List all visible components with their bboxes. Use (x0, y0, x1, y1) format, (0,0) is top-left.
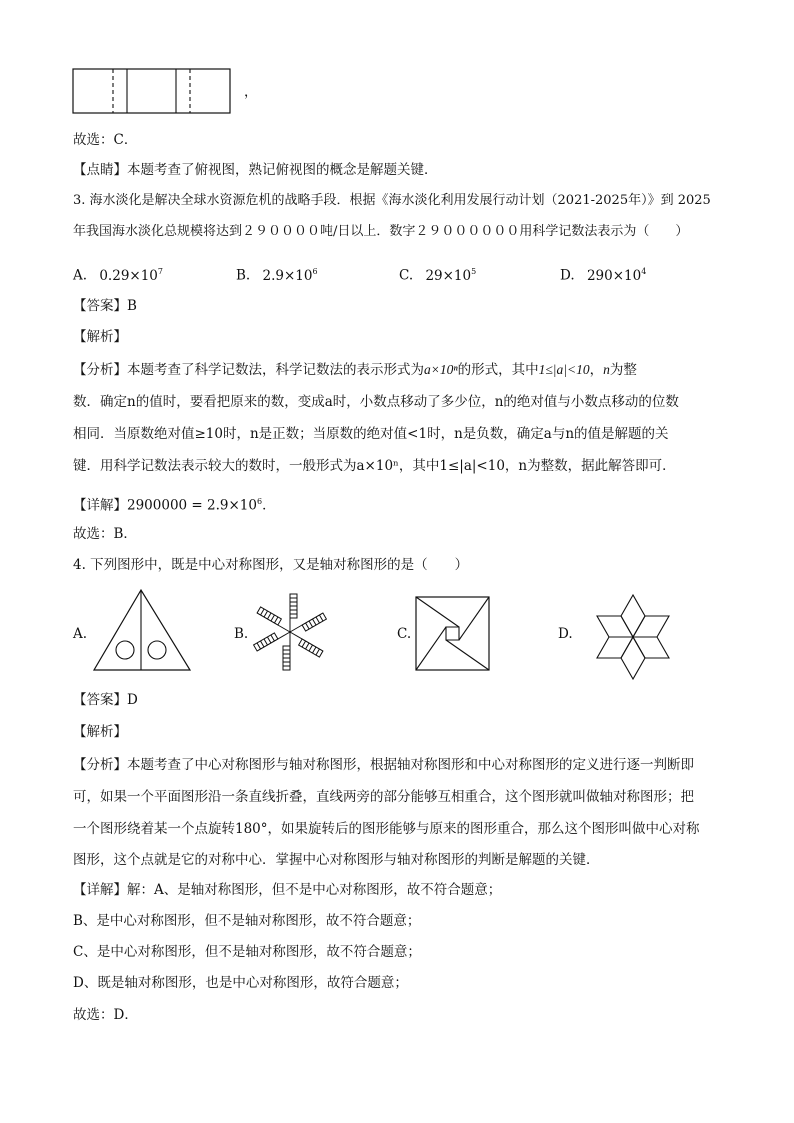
figure-d-six-rhombus-star (578, 592, 688, 682)
analysis-range: 1≤|a|<10 (538, 362, 590, 377)
fig-c-label: C. (397, 626, 412, 642)
detail-exponent: 6 (256, 497, 263, 506)
analysis-text: 【分析】本题考查了科学记数法，科学记数法的表示形式为 (73, 362, 424, 378)
analysis-formula: a×10ⁿ (424, 362, 458, 377)
detail-end: ． (262, 497, 276, 514)
q2-comment: 【点睛】本题考查了俯视图，熟记俯视图的概念是解题关键． (73, 162, 438, 178)
q4-stem: 4. 下列图形中，既是中心对称图形，又是轴对称图形的是（ ） (73, 557, 469, 573)
q2-answer-line: 故选：C． (73, 132, 138, 148)
option-a-base: 0.29×10 (99, 267, 158, 284)
option-d-label: D. (560, 267, 575, 284)
q3-answer: 【答案】B (73, 298, 137, 314)
fig-a-label: A. (73, 626, 88, 642)
q3-analysis-line4: 键．用科学记数法表示较大的数时，一般形式为a×10ⁿ，其中1≤|a|<10，n为整数，据此解答即可． (73, 458, 676, 474)
fig-d-label: D. (558, 626, 573, 642)
q4-final: 故选：D． (73, 1007, 138, 1023)
detail-expression: 2900000 = 2.9×10 (127, 497, 257, 514)
q3-analysis-line2: 数．确定n的值时，要看把原来的数，变成a时，小数点移动了多少位，n的绝对值与小数点移动的位数 (73, 394, 679, 410)
option-d-base: 290×10 (586, 267, 642, 284)
figure-comma: ， (244, 84, 258, 100)
q4-detail-3: C、是中心对称图形，但不是轴对称图形，故不符合题意； (73, 944, 421, 960)
q3-stem-line2: 年我国海水淡化总规模将达到２９００００吨/日以上．数字２９００００００用科学记数法表示为（ ） (73, 224, 689, 239)
q3-final: 故选：B． (73, 526, 137, 542)
option-c-base: 29×10 (425, 267, 472, 284)
q4-answer: 【答案】D (73, 692, 138, 708)
figure-a-triangle-circles (92, 588, 194, 672)
q4-analysis-line2: 可，如果一个平面图形沿一条直线折叠，直线两旁的部分能够互相重合，这个图形就叫做轴对称图形；把 (73, 789, 694, 805)
option-d-exp: 4 (641, 267, 647, 276)
q3-detail (73, 492, 276, 516)
q3-analysis-line3: 相同．当原数绝对值≥10时，n是正数；当原数的绝对值<1时，n是负数，确定a与n的值是解题的关 (73, 426, 669, 442)
top-view-figure (72, 68, 232, 114)
q3-analysis-line1 (73, 360, 637, 380)
option-b-exp: 6 (312, 267, 318, 276)
option-a-exp: 7 (157, 267, 163, 276)
q3-option-a (73, 262, 163, 286)
detail-label: 【详解】 (73, 497, 127, 514)
q3-jiexi: 【解析】 (73, 329, 127, 345)
fig-b-label: B. (234, 626, 249, 642)
option-c-exp: 5 (471, 267, 477, 276)
analysis-n: n (603, 362, 610, 377)
q3-option-c (399, 262, 476, 286)
q3-option-b (236, 262, 318, 286)
analysis-text: 的形式，其中 (457, 362, 539, 378)
q3-stem-line1: 3. 海水淡化是解决全球水资源危机的战略手段．根据《海水淡化利用发展行动计划（2021-2025年）》到 2025 (73, 193, 711, 208)
option-b-base: 2.9×10 (262, 267, 313, 284)
q4-analysis-line4: 图形，这个点就是它的对称中心．掌握中心对称图形与轴对称图形的判断是解题的关键． (73, 852, 600, 868)
figure-b-pinwheel (250, 592, 330, 672)
option-b-label: B. (236, 267, 251, 284)
q4-analysis-line3: 一个图形绕着某一个点旋转180°，如果旋转后的图形能够与原来的图形重合，那么这个图形叫做中心对称 (73, 821, 700, 837)
q3-option-d (560, 262, 646, 286)
analysis-text: 为整 (609, 362, 637, 378)
q4-jiexi: 【解析】 (73, 724, 127, 740)
option-c-label: C. (399, 267, 414, 284)
option-a-label: A. (73, 267, 88, 284)
q4-detail-1: 【详解】解：A、是轴对称图形，但不是中心对称图形，故不符合题意； (73, 882, 502, 898)
q4-detail-2: B、是中心对称图形，但不是轴对称图形，故不符合题意； (73, 913, 421, 929)
analysis-text: ， (589, 362, 604, 378)
figure-c-square-pinwheel (415, 596, 491, 672)
q4-detail-4: D、既是轴对称图形，也是中心对称图形，故符合题意； (73, 975, 408, 991)
q4-analysis-line1: 【分析】本题考查了中心对称图形与轴对称图形，根据轴对称图形和中心对称图形的定义进行逐一判断即 (73, 757, 694, 773)
